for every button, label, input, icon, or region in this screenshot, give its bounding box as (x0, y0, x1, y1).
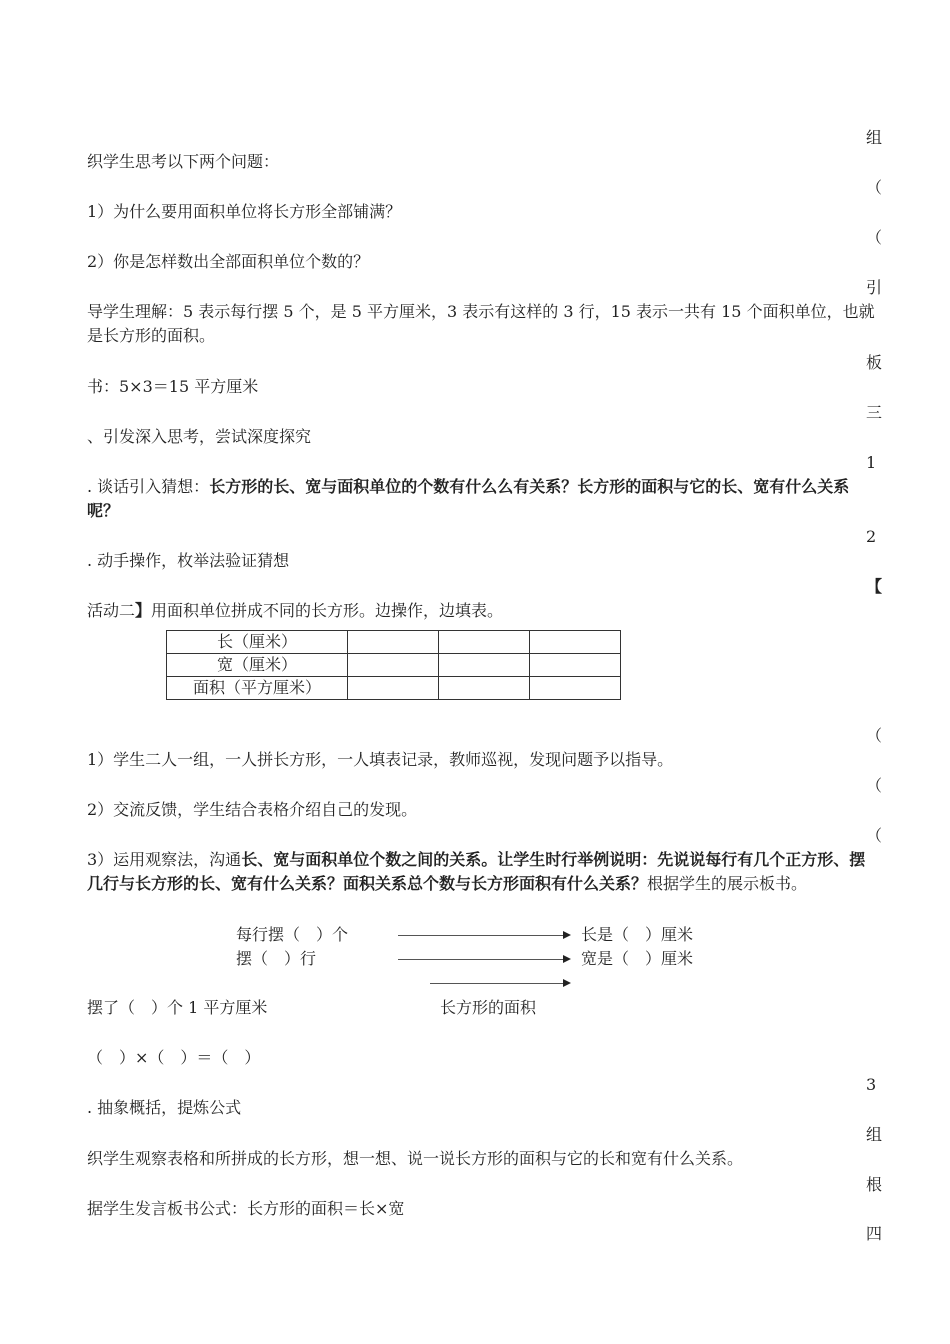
paragraph-guide-understanding: 导学生理解：5 表示每行摆 5 个，是 5 平方厘米，3 表示有这样的 3 行，15 表示一共有 15 个面积单位，也就是长方形的面积。 (87, 302, 875, 345)
diagram-arrow-3 (430, 983, 563, 984)
table-cell (439, 631, 530, 654)
paragraph-guess (87, 475, 877, 523)
step-hands-on: . 动手操作，枚举法验证猜想 (87, 551, 290, 570)
observe-prefix: 3）运用观察法，沟通 (87, 850, 242, 869)
activity-two-bracket: 】 (135, 601, 152, 620)
table-row (167, 677, 621, 700)
step-feedback: 2）交流反馈，学生结合表格介绍自己的发现。 (87, 800, 418, 819)
row-label-area: 面积（平方厘米） (167, 677, 348, 700)
paragraph-observe-table: 织学生观察表格和所拼成的长方形，想一想、说一说长方形的面积与它的长和宽有什么关系。 (87, 1149, 744, 1168)
step-observe (87, 848, 877, 896)
table-cell (348, 631, 439, 654)
side-char-11: （ (866, 776, 883, 795)
step-pair-work: 1）学生二人一组，一人拼长方形，一人填表记录，教师巡视，发现问题予以指导。 (87, 750, 674, 769)
side-char-16: 四 (866, 1224, 883, 1243)
observe-bold: 长、宽与面积单位个数之间的关系。让学生时行举例说明：先说说每行有几个正方形、摆几行与长方形的长、宽有什么关系？面积关系总个数与长方形面积有什么关系？ (87, 850, 866, 893)
table-cell (439, 677, 530, 700)
table-cell (530, 677, 621, 700)
side-char-3: （ (866, 228, 883, 247)
table-row (167, 654, 621, 677)
activity-two (87, 599, 503, 623)
table-cell (530, 631, 621, 654)
diagram-left-row-2: 摆（ ）行 (236, 949, 317, 968)
step-abstract: . 抽象概括，提炼公式 (87, 1098, 242, 1117)
side-char-9: 【 (866, 577, 883, 596)
diagram-right-row-2: 宽是（ ）厘米 (581, 949, 694, 968)
diagram-right-row-3: 长方形的面积 (440, 998, 537, 1017)
side-char-4: 引 (866, 278, 883, 297)
diagram-arrow-2 (398, 959, 563, 960)
side-char-2: （ (866, 178, 883, 197)
side-char-8: 2 (866, 527, 877, 546)
row-label-width: 宽（厘米） (167, 654, 348, 677)
table-cell (530, 654, 621, 677)
side-char-10: （ (866, 726, 883, 745)
activity-two-text: 用面积单位拼成不同的长方形。边操作，边填表。 (151, 601, 504, 620)
observe-suffix: 根据学生的展示板书。 (647, 874, 808, 893)
diagram-left-row-1: 每行摆（ ）个 (236, 925, 349, 944)
board-formula-example: 书：5×3＝15 平方厘米 (87, 377, 259, 396)
blank-equation: （ ）×（ ）＝（ ） (87, 1048, 261, 1067)
table-cell (348, 677, 439, 700)
table-cell (348, 654, 439, 677)
side-char-15: 根 (866, 1175, 883, 1194)
diagram-left-row-3: 摆了（ ）个 1 平方厘米 (87, 998, 268, 1017)
activity-two-label: 活动二 (87, 601, 136, 620)
guess-prefix: . 谈话引入猜想： (87, 477, 210, 496)
side-char-14: 组 (866, 1125, 883, 1144)
side-char-1: 组 (866, 128, 883, 147)
side-char-13: 3 (866, 1075, 877, 1094)
measurement-table (166, 630, 621, 700)
section-heading-deep-thinking: 、引发深入思考，尝试深度探究 (87, 427, 312, 446)
table-cell (439, 654, 530, 677)
side-char-6: 三 (866, 403, 883, 422)
table-row (167, 631, 621, 654)
row-label-length: 长（厘米） (167, 631, 348, 654)
question-1: 1）为什么要用面积单位将长方形全部铺满？ (87, 202, 402, 221)
area-formula: 据学生发言板书公式：长方形的面积＝长×宽 (87, 1199, 405, 1218)
side-char-12: （ (866, 826, 883, 845)
paragraph-organize-questions: 织学生思考以下两个问题： (87, 152, 280, 171)
diagram-arrow-1 (398, 935, 563, 936)
side-char-7: 1 (866, 453, 877, 472)
side-char-5: 板 (866, 353, 883, 372)
question-2: 2）你是怎样数出全部面积单位个数的？ (87, 252, 370, 271)
guess-question: 长方形的长、宽与面积单位的个数有什么么有关系？长方形的面积与它的长、宽有什么关系呢？ (87, 477, 850, 520)
diagram-right-row-1: 长是（ ）厘米 (581, 925, 694, 944)
